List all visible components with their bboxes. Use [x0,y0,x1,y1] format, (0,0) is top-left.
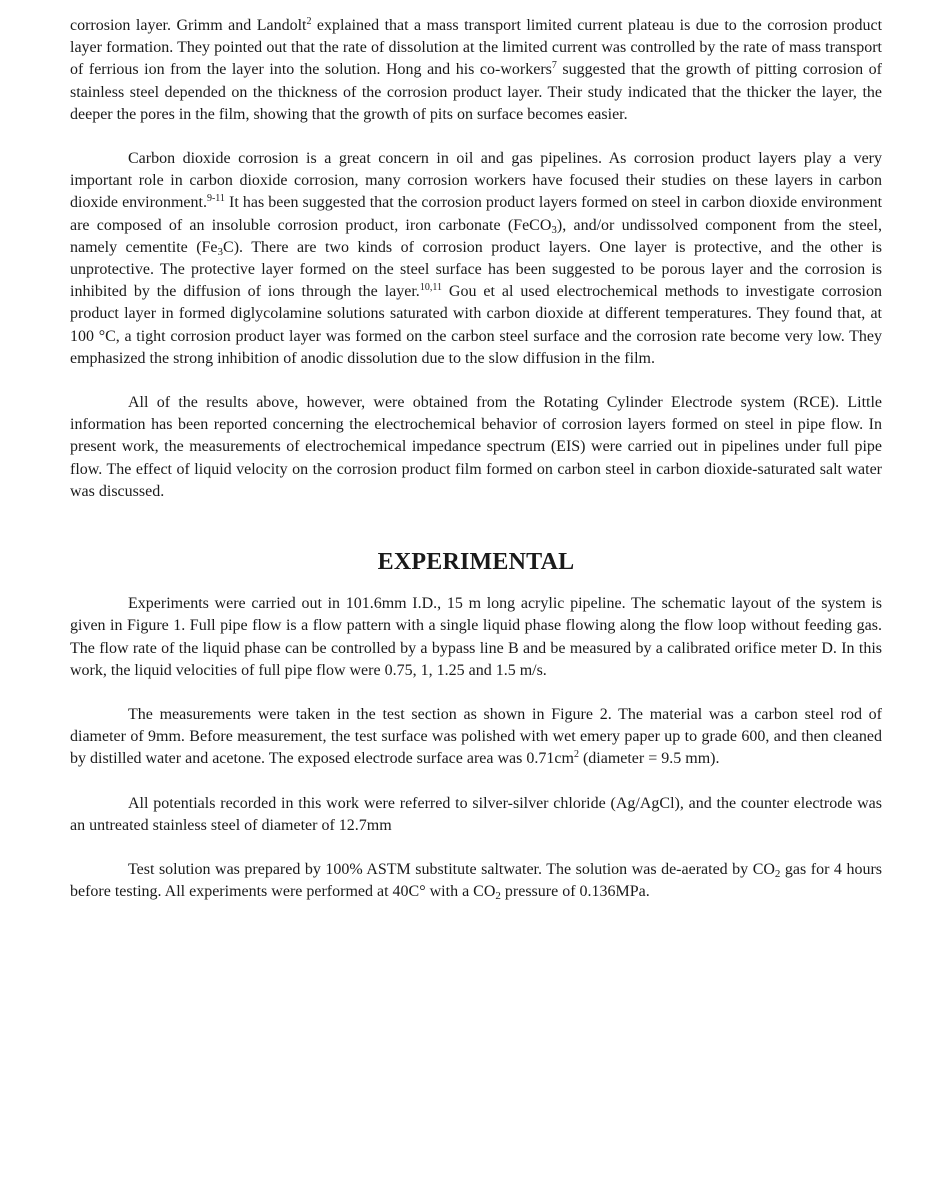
paragraph-co2-corrosion [70,148,882,370]
paragraph-rce-results: All of the results above, however, were obtained from the Rotating Cylinder Electrode system (RCE). Little information has been reported concerning the electrochemical behavior of corrosion layers formed on steel in pipe flow. In present work, the measurements of electrochemical impedance spectrum (EIS) were carried out in pipelines under full pipe flow. The effect of liquid velocity on the corrosion product film formed on carbon steel in carbon dioxide-saturated salt water was discussed. [70,394,882,500]
text-run: suggested that the growth of pitting corrosion of stainless steel depended on the thickness of the corrosion product layer. Their study indicated that the thicker the layer, the deeper the pores in the film, showing that the growth of pits on surface becomes easier. [70,61,882,123]
citation-superscript: 2 [306,16,312,27]
paragraph-test-solution [70,859,882,903]
text-run: corrosion layer. Grimm and Landolt [70,17,307,34]
unit-superscript: 2 [573,749,579,761]
text-run: C). There are two kinds of corrosion product layers. One layer is protective, and the other is unprotective. The protective layer formed on the steel surface has been suggested to be porous layer and the corrosion is inhibited by the diffusion of ions through the layer. [70,238,883,301]
chemical-subscript: 2 [495,890,501,903]
text-run: (diameter = 9.5 mm). [578,750,720,768]
section-heading-experimental: EXPERIMENTAL [377,549,575,576]
citation-superscript: 7 [551,60,557,72]
text-run: Gou et al used electrochemical methods to investigate corrosion product layer in formed diglycolamine solutions saturated with carbon dioxide at different temperatures. They found that, at 100 °C, a tight corrosion product layer was formed on the carbon steel surface and the corrosion rate become very low. They emphasized the strong inhibition of anodic dissolution due to the slow diffusion in the film. [70,283,883,367]
text-run: explained that a mass transport limited current plateau is due to the corrosion product layer formation. They pointed out that the rate of dissolution at the limited current was controlled by the rate of mass transport of ferrious ion from the layer into the solution. Hong and his co-workers [70,17,883,79]
citation-superscript: 10,11 [419,282,442,294]
text-run: Carbon dioxide corrosion is a great concern in oil and gas pipelines. As corrosion product layers play a very important role in carbon dioxide corrosion, many corrosion workers have focused their studies on these layers in carbon dioxide environment. [70,150,882,212]
chemical-subscript: 3 [217,245,224,258]
text-run: The measurements were taken in the test section as shown in Figure 2. The material was a carbon steel rod of diameter of 9mm. Before measurement, the test surface was polished with wet emery paper up to grade 600, and then cleaned by distilled water and acetone. The exposed electrode surface area was 0.71cm [70,706,882,768]
paragraph-pipeline-setup: Experiments were carried out in 101.6mm I.D., 15 m long acrylic pipeline. The schematic layout of the system is given in Figure 1. Full pipe flow is a flow pattern with a single liquid phase flowing along the flow loop without feeding gas. The flow rate of the liquid phase can be controlled by a bypass line B and be measured by a calibrated orifice meter D. In this work, the liquid velocities of full pipe flow were 0.75, 1, 1.25 and 1.5 m/s. [70,595,882,679]
paragraph-potentials: All potentials recorded in this work were referred to silver-silver chloride (Ag/AgCl), and the counter electrode was an untreated stainless steel of diameter of 12.7mm [70,794,882,834]
chemical-subscript: 2 [774,868,781,881]
text-run: ), and/or undissolved component from the steel, namely cementite (Fe [70,216,883,256]
paragraph-corrosion-layer-intro [70,15,882,126]
text-run: gas for 4 hours before testing. All experiments were performed at 40C° with a CO [70,861,882,901]
text-run: It has been suggested that the corrosion product layers formed on steel in carbon dioxide environment are composed of an insoluble corrosion product, iron carbonate (FeCO [70,194,883,234]
document-page [70,15,882,926]
paragraph-measurements [70,704,882,771]
text-run: Test solution was prepared by 100% ASTM substitute saltwater. The solution was de-aerated by CO [128,861,775,879]
chemical-subscript: 3 [551,223,557,236]
citation-superscript: 9-11 [206,193,225,205]
text-run: pressure of 0.136MPa. [500,883,650,901]
